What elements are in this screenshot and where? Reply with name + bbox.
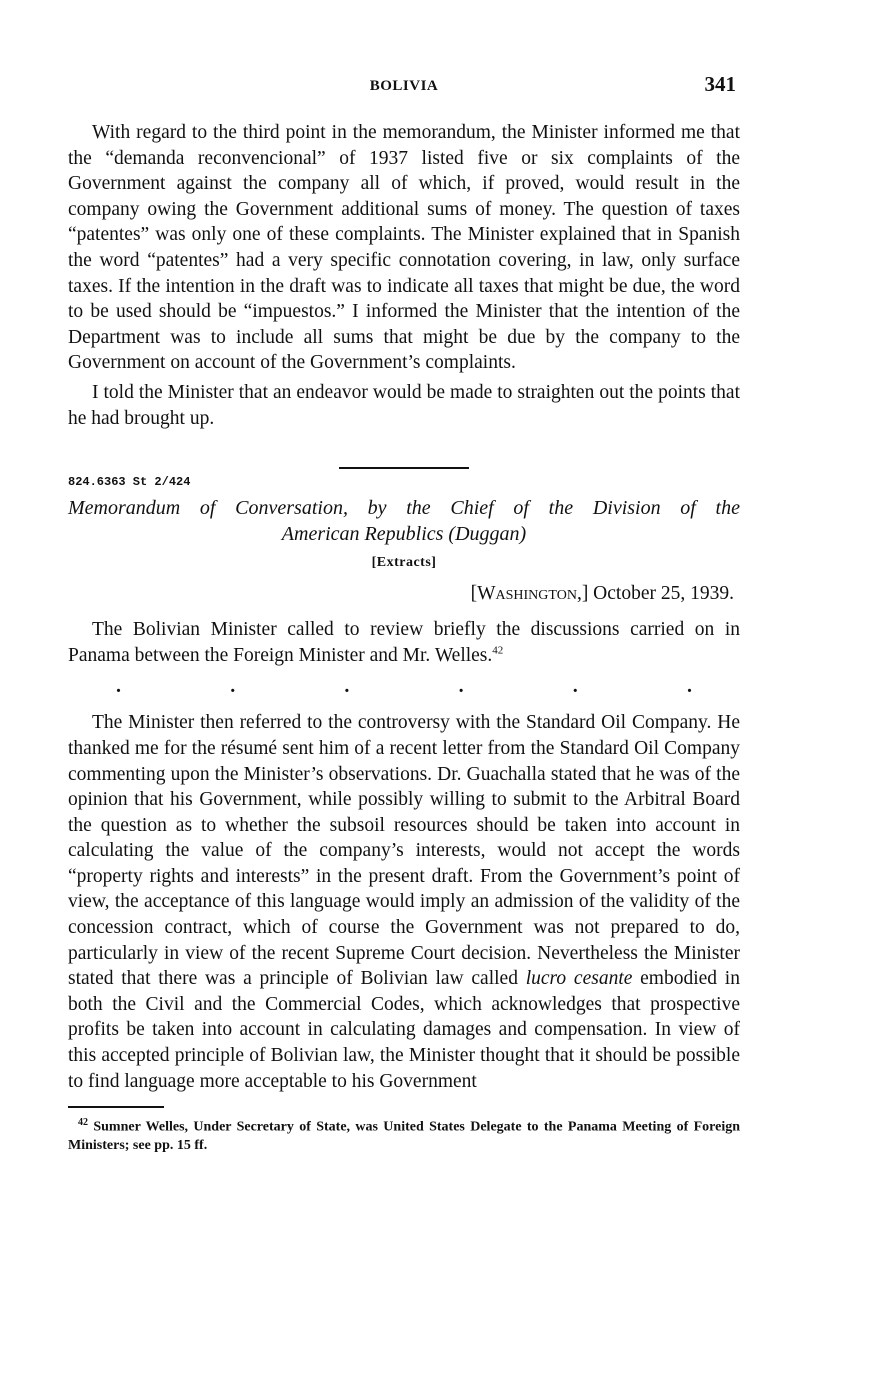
memo-text: embodied in both the Civil and the Commercial Codes, which acknowledges that prospective profits be taken into account in calculating damages and compensation. In view of this accepted principle of Bolivian law, the Minister thought that it should be possible to find language more acceptable to his Government bbox=[68, 968, 740, 1092]
omission-dots bbox=[68, 676, 740, 696]
document-title-line: Memorandum of Conversation, by the Chief of the Division of the bbox=[68, 497, 740, 520]
footnote bbox=[68, 1114, 740, 1155]
page-number: 341 bbox=[704, 72, 736, 96]
document-title-line: American Republics (Duggan) bbox=[281, 523, 527, 546]
dateline bbox=[68, 583, 740, 605]
italic-term: lucro cesante bbox=[525, 968, 633, 990]
omission-dot: . bbox=[344, 675, 350, 698]
omission-dot: . bbox=[686, 675, 692, 698]
memo-paragraph bbox=[68, 710, 740, 1094]
dateline-place: Washington bbox=[477, 583, 577, 605]
memo-text: The Bolivian Minister called to review briefly the discussions carried on in Panama between the Foreign Minister and Mr. Welles. bbox=[68, 619, 740, 666]
dateline-date: ,] October 25, 1939. bbox=[576, 583, 734, 605]
body-paragraph: With regard to the third point in the memorandum, the Minister informed me that the “demanda reconvencional” of 1937 listed five or six complaints of the Government against the company all of which, if proved, would result in the company owing the Government additional sums of money. The question of taxes “patentes” was only one of these complaints. The Minister explained that in Spanish the word “patentes” had a very specific connotation covering, in law, only surface taxes. If the intention in the draft was to indicate all taxes that might be due, the word to be used should be “impuestos.” I informed the Minister that the intention of the Department was to include all sums that might be due by the company to the Government on account of the Government’s complaints. bbox=[68, 122, 740, 374]
section-divider bbox=[339, 467, 469, 469]
omission-dot: . bbox=[458, 675, 464, 698]
memo-paragraph bbox=[68, 617, 740, 668]
memo-text: The Minister then referred to the controversy with the Standard Oil Company. He thanked me for the résumé sent him of a recent letter from the Standard Oil Company commenting upon the Minister’s observations. Dr. Guachalla stated that he was of the opinion that his Government, while possibly willing to submit to the Arbitral Board the question as to whether the subsoil resources should be taken into account in calculating the value of the company’s interests, would not accept the words “property rights and interests” in the present draft. From the Government’s point of view, the acceptance of this language would imply an admission of the validity of the concession contract, which of course the Government was not prepared to do, particularly in view of the recent Supreme Court decision. Nevertheless the Minister stated that there was a principle of Bolivian law called bbox=[68, 712, 740, 990]
file-reference: 824.6363 St 2/424 bbox=[68, 475, 191, 490]
document-page bbox=[68, 72, 740, 1155]
body-paragraph: I told the Minister that an endeavor would be made to straighten out the points that he had brought up. bbox=[68, 381, 740, 429]
footnote-reference: 42 bbox=[492, 644, 504, 657]
omission-dot: . bbox=[116, 675, 121, 698]
dateline-bracket: [ bbox=[470, 583, 478, 605]
omission-dot: . bbox=[230, 675, 236, 698]
document-title bbox=[68, 495, 740, 547]
footnote-text: Sumner Welles, Under Secretary of State, was United States Delegate to the Panama Meeting of Foreign Ministers; see pp. 15 ff. bbox=[68, 1119, 741, 1153]
footnote-mark: 42 bbox=[78, 1117, 88, 1129]
footnote-rule bbox=[68, 1106, 164, 1108]
running-title: BOLIVIA bbox=[369, 78, 439, 94]
running-header bbox=[68, 72, 740, 106]
extracts-label: [Extracts] bbox=[371, 555, 437, 571]
omission-dot: . bbox=[572, 675, 578, 698]
